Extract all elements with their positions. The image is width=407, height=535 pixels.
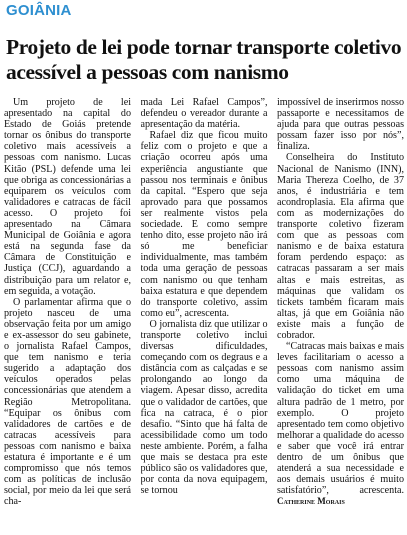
paragraph-text: “Catracas mais baixas e mais leves facilitariam o acesso a pessoas com nanismo assim como uma máquina de validação do ticket em uma altura padrão de 1 metro, por exemplo. O projeto apresentado tem como objetivo melhorar a qualidade do acesso e saber que você irá entrar dentro de um ônibus que atenderá a sua necessidade e aos demais usuários é muito satisfatório”, acrescenta.: [277, 341, 404, 497]
paragraph: Um projeto de lei apresentado na capital do Estado de Goiás pretende tornar os ônibus do transporte coletivo mais acessíveis a pessoas com nanismo. Lucas Kitão (PSL) defende uma lei que obriga as concessionárias a equiparem os veículos com validadores e catracas de fácil acesso. O projeto foi apresentado na Câmara Municipal de Goiânia e agora está na segunda fase da Câmara de Constituição e Justiça (CCJ), aguardando a distribuição para um relator e, em seguida, a votação.: [4, 97, 131, 297]
paragraph: Conselheira do Instituto Nacional de Nanismo (INN), Maria Thereza Coelho, de 37 anos, é industriária e tem acondroplasia. Ela afirma que com as modernizações do transporte coletivo fizeram com que as pessoas com nanismo e de baixa estatura foram perdendo espaço: as catracas passaram a ser mais altas e mais estreitas, as máquinas que validam os tickets também ficaram mais altas, já que em Goiânia não existe mais a função de cobrador.: [277, 152, 404, 341]
article-column-2: [141, 97, 268, 535]
section-label: GOIÂNIA: [6, 2, 72, 19]
paragraph: O parlamentar afirma que o projeto nasceu de uma observação feita por um amigo e ex-assessor do seu gabinete, o jornalista Rafael Campos, que tem nanismo e teria sugerido a adaptação dos veículos operados pelas concessionárias que atendem a Região Metropolitana. “Equipar os ônibus com validadores de cartões e de catracas acessíveis para pessoas com nanismo e baixa estatura é importante e é um compromisso que nós temos com as políticas de inclusão social, por meio da lei que será cha-: [4, 296, 131, 508]
paragraph: Rafael diz que ficou muito feliz com o projeto e que a criação ocorreu após uma experiência angustiante que passou nos terminais e ônibus da capital. “Espero que seja aprovado para que possamos ser realmente vistos pela sociedade. E como sempre tenho dito, esse projeto não irá só me beneficiar individualmente, mas também toda uma geração de pessoas com nanismo ou que tenham baixa estatura e que dependem do transporte coletivo, assim como eu”, acrescenta.: [140, 130, 268, 319]
paragraph: mada Lei Rafael Campos”, defendeu o vereador durante a apresentação da matéria.: [140, 97, 268, 131]
headline: Projeto de lei pode tornar transporte coletivo acessível a pessoas com nanismo: [6, 35, 402, 84]
byline: Catherine Morais: [277, 496, 345, 507]
paragraph: impossível de inserirmos nosso passaporte e necessitamos de ajuda para que outras pessoas possam fazer isso por nós”, finaliza.: [277, 97, 404, 153]
article-column-3: [277, 97, 404, 535]
article-body: [4, 97, 404, 535]
article-column-1: [4, 97, 131, 535]
paragraph: O jornalista diz que utilizar o transporte coletivo inclui diversas dificuldades, começando com os degraus e a distância com as calçadas e se prolongando ao longo da viagem. Apesar disso, acredita que o validador de cartões, que fica na catraca, é o pior desafio. “Sinto que há falta de acessibilidade como um todo neste ambiente. Porém, a falha que mais se destaca pra este público são os validadores que, por conta da nova equipagem, se tornou: [140, 318, 268, 497]
paragraph: [277, 341, 404, 507]
